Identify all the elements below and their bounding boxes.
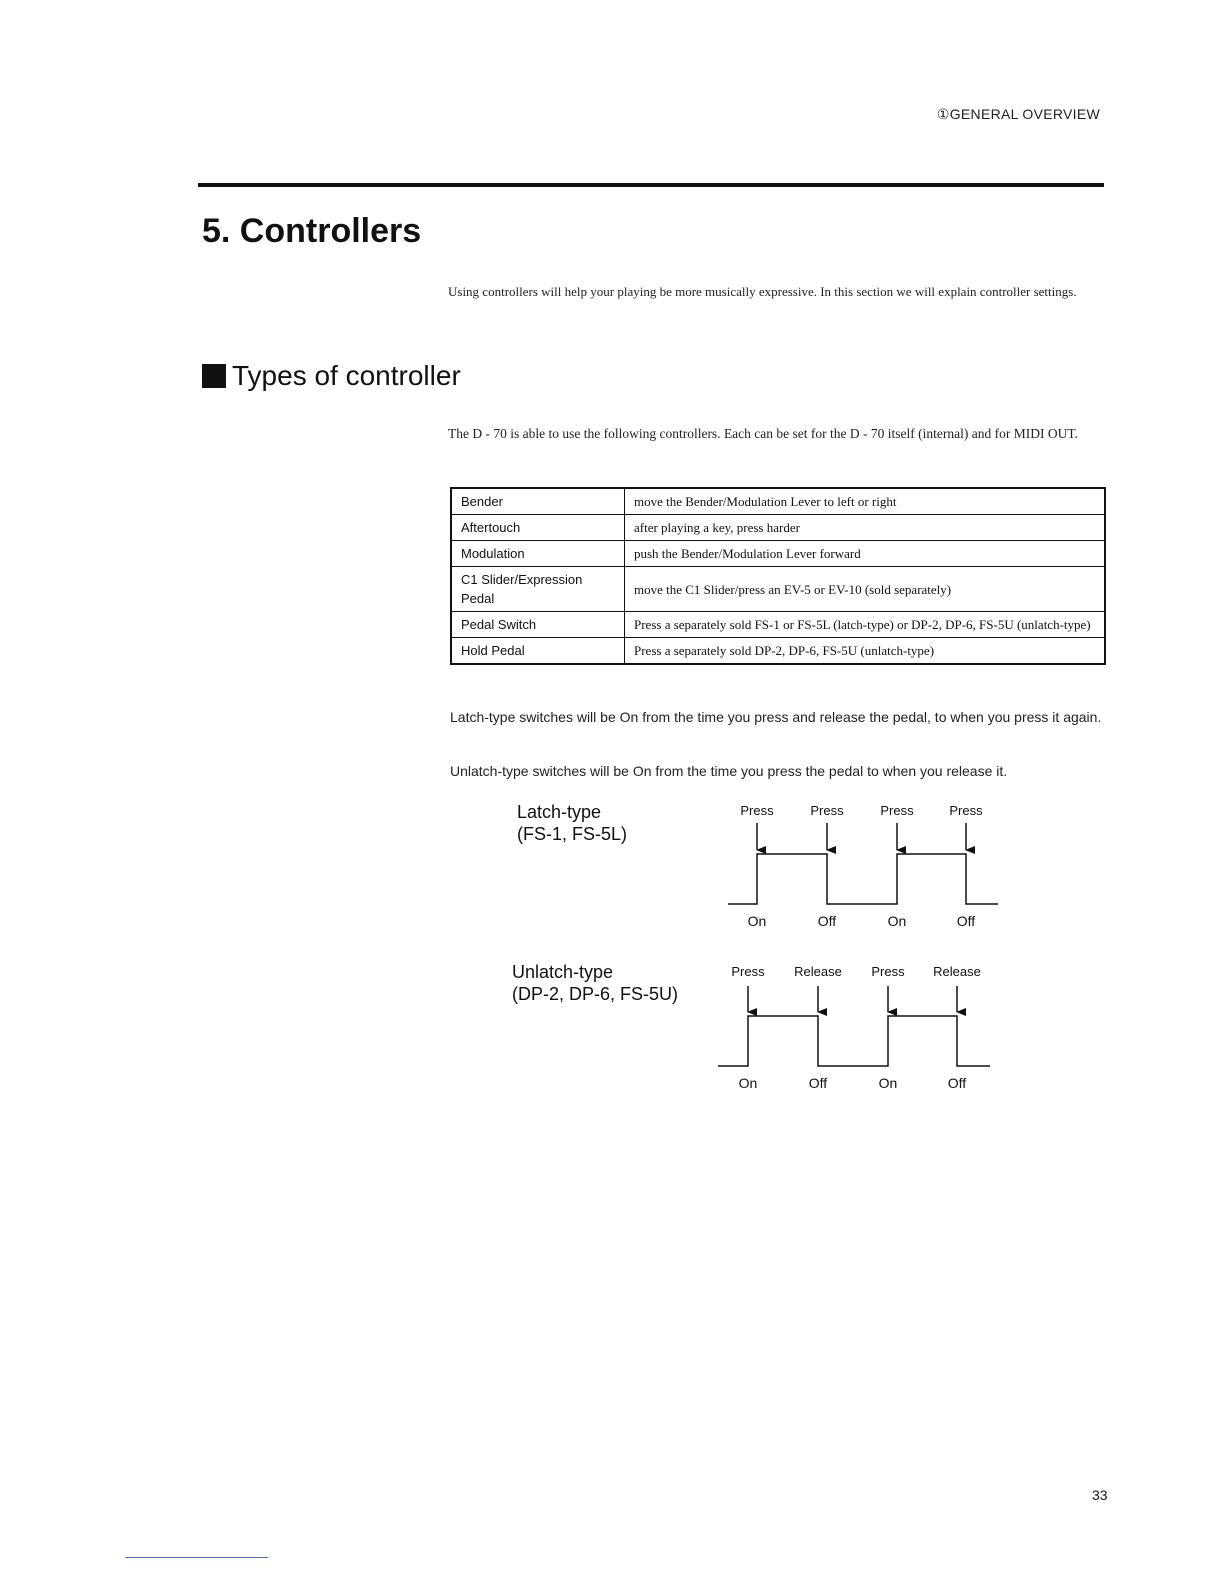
controller-desc: move the C1 Slider/press an EV-5 or EV-10 (sold separately) bbox=[625, 567, 1106, 612]
unlatch-diagram bbox=[512, 962, 990, 1091]
controller-name: Pedal Switch bbox=[451, 612, 625, 638]
page-number: 33 bbox=[1092, 1487, 1108, 1503]
section-header: ①GENERAL OVERVIEW bbox=[936, 106, 1100, 122]
latch-action: Press bbox=[949, 803, 983, 818]
latch-waveform bbox=[728, 854, 998, 904]
page-title: 5. Controllers bbox=[202, 212, 422, 250]
unlatch-state: Off bbox=[947, 1075, 967, 1091]
latch-models: (FS-1, FS-5L) bbox=[517, 824, 628, 844]
controller-desc: Press a separately sold DP-2, DP-6, FS-5U (unlatch-type) bbox=[625, 638, 1106, 665]
latch-state: Off bbox=[817, 913, 837, 929]
unlatch-action: Press bbox=[871, 964, 905, 979]
controller-desc: push the Bender/Modulation Lever forward bbox=[625, 541, 1106, 567]
unlatch-title: Unlatch-type bbox=[512, 962, 614, 982]
unlatch-action: Release bbox=[933, 964, 981, 979]
controller-desc: after playing a key, press harder bbox=[625, 515, 1106, 541]
controller-name: Modulation bbox=[451, 541, 625, 567]
unlatch-state: On bbox=[878, 1075, 898, 1091]
latch-state: On bbox=[887, 913, 907, 929]
unlatch-action: Press bbox=[731, 964, 765, 979]
subheading-text: Types of controller bbox=[232, 360, 461, 391]
unlatch-waveform bbox=[718, 1016, 990, 1066]
controller-desc: move the Bender/Modulation Lever to left or right bbox=[625, 488, 1106, 515]
unlatch-state: Off bbox=[808, 1075, 828, 1091]
latch-state: On bbox=[747, 913, 767, 929]
latch-action: Press bbox=[810, 803, 844, 818]
controller-desc: Press a separately sold FS-1 or FS-5L (latch-type) or DP-2, DP-6, FS-5U (unlatch-type) bbox=[625, 612, 1106, 638]
lead-paragraph: The D - 70 is able to use the following controllers. Each can be set for the D - 70 itself (internal) and for MIDI OUT. bbox=[448, 426, 1078, 441]
unlatch-note: Unlatch-type switches will be On from the time you press the pedal to when you release it. bbox=[450, 763, 1008, 779]
unlatch-state: On bbox=[738, 1075, 758, 1091]
controller-name: Hold Pedal bbox=[451, 638, 625, 665]
latch-diagram bbox=[517, 802, 998, 929]
intro-paragraph: Using controllers will help your playing be more musically expressive. In this section we will explain controller settings. bbox=[448, 284, 1077, 299]
unlatch-action: Release bbox=[794, 964, 842, 979]
footer-link-underline bbox=[125, 1557, 268, 1558]
latch-state: Off bbox=[956, 913, 976, 929]
unlatch-models: (DP-2, DP-6, FS-5U) bbox=[512, 984, 679, 1004]
latch-action: Press bbox=[880, 803, 914, 818]
latch-action: Press bbox=[740, 803, 774, 818]
controller-name: C1 Slider/Expression Pedal bbox=[451, 567, 625, 612]
controller-name: Aftertouch bbox=[451, 515, 625, 541]
latch-title: Latch-type bbox=[517, 802, 602, 822]
latch-note: Latch-type switches will be On from the time you press and release the pedal, to when you press it again. bbox=[450, 709, 1102, 725]
controller-name: Bender bbox=[451, 488, 625, 515]
